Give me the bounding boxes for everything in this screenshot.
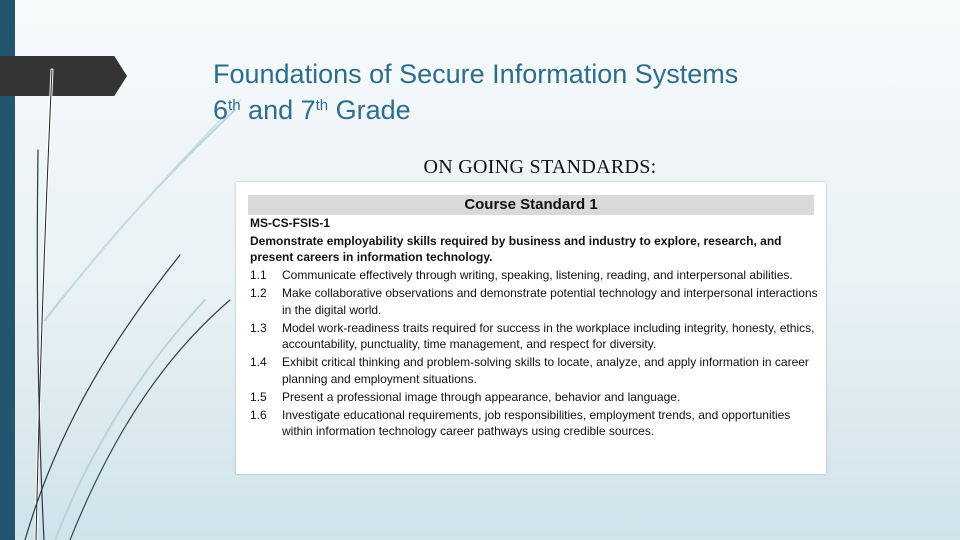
item-text: Exhibit critical thinking and problem-solving skills to locate, analyze, and apply information in career planning and employment situations.	[282, 355, 809, 386]
item-text: Present a professional image through appearance, behavior and language.	[282, 389, 681, 404]
title-arrow-marker	[0, 56, 127, 96]
slide-subtitle: ON GOING STANDARDS:	[423, 156, 657, 178]
item-number: 1.6	[250, 407, 267, 422]
item-text: Model work-readiness traits required for success in the workplace including integrity, honesty, ethics, accountability, punctuality, time management, and respect for diversity.	[282, 320, 815, 351]
list-item	[250, 285, 820, 318]
item-number: 1.5	[250, 389, 267, 404]
item-text: Investigate educational requirements, job responsibilities, employment trends, and opportunities within information technology career pathways using credible sources.	[282, 407, 791, 438]
grade-sup-th-1: th	[228, 97, 241, 114]
course-code: MS-CS-FSIS-1	[250, 216, 331, 230]
item-number: 1.4	[250, 355, 267, 369]
item-text: Communicate effectively through writing, speaking, listening, reading, and interpersonal abilities.	[282, 268, 793, 282]
list-item	[250, 389, 820, 406]
grade-6: 6	[213, 95, 229, 125]
standard-description: Demonstrate employability skills required by business and industry to explore, research, and present careers in information technology.	[250, 234, 782, 264]
list-item	[250, 354, 820, 387]
list-item	[250, 407, 820, 440]
course-standard-card	[236, 182, 826, 474]
standard-items-list	[250, 267, 820, 441]
item-number: 1.3	[250, 320, 267, 335]
grade-and-7: and 7	[240, 95, 316, 125]
slide-title	[213, 56, 913, 128]
title-line-2	[213, 92, 913, 128]
item-number: 1.1	[250, 268, 267, 282]
title-line-1: Foundations of Secure Information Systems	[213, 59, 739, 89]
course-standard-header: Course Standard 1	[248, 195, 814, 215]
list-item	[250, 267, 820, 284]
item-number: 1.2	[250, 286, 267, 300]
list-item	[250, 320, 820, 353]
item-text: Make collaborative observations and demonstrate potential technology and interpersonal interactions in the digital world.	[282, 286, 818, 317]
grade-sup-th-2: th	[315, 97, 329, 114]
grade-label: Grade	[328, 95, 411, 125]
